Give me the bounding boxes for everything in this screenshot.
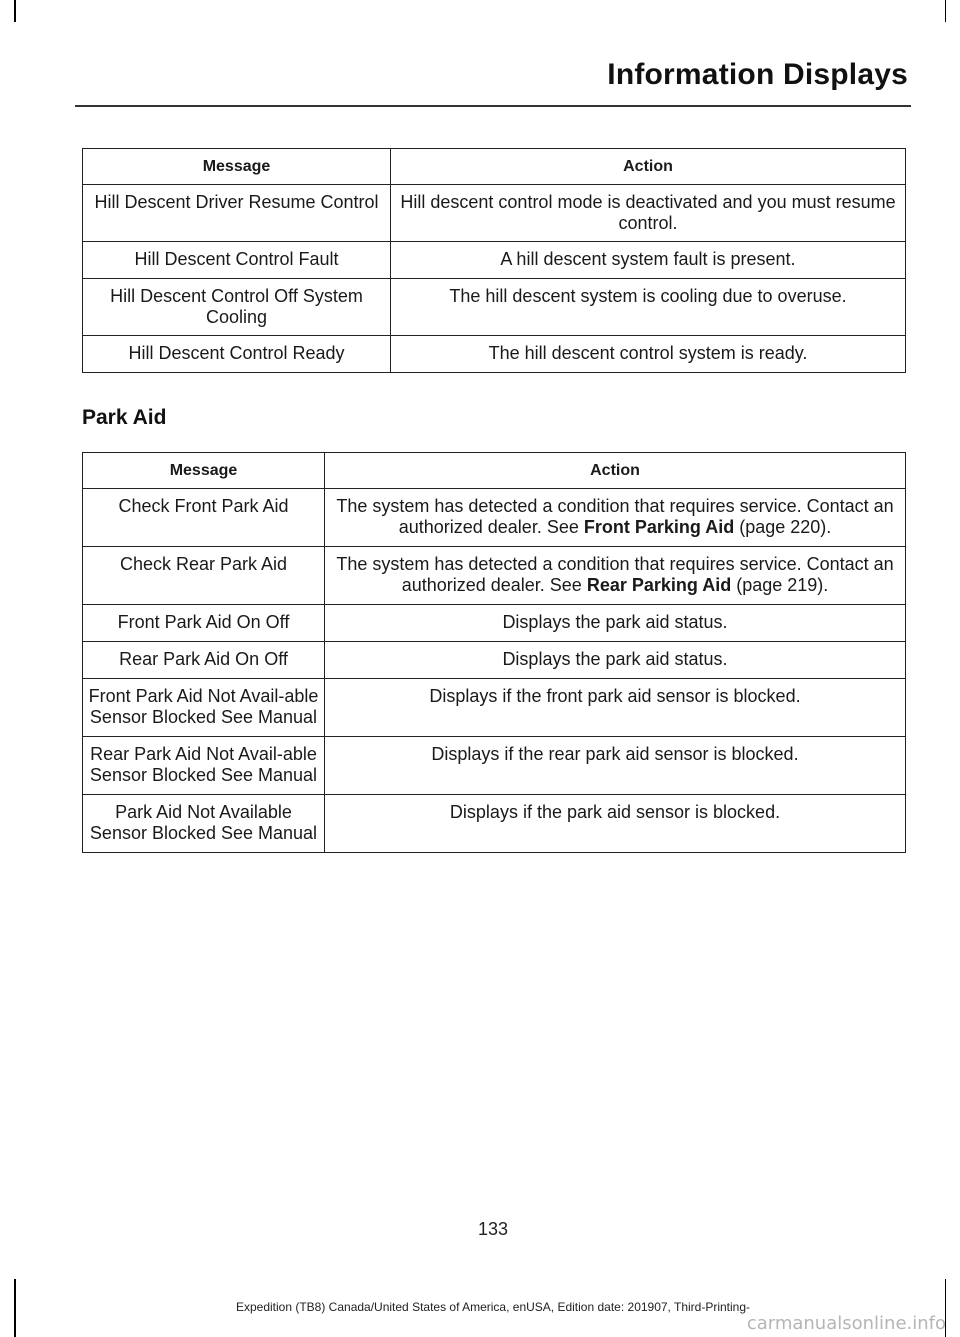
- table-row: [83, 605, 906, 642]
- rear-parking-aid-link[interactable]: Rear Parking Aid: [586, 575, 732, 595]
- column-header-message: Message: [83, 453, 325, 489]
- page-reference: (page 219).: [731, 575, 829, 595]
- table-row: [83, 737, 906, 795]
- message-cell: Check Front Park Aid: [83, 489, 325, 547]
- crop-mark-top-right: [945, 0, 947, 22]
- action-cell: Hill descent control mode is deactivated and you must resume control.: [391, 185, 906, 242]
- action-cell: Displays if the rear park aid sensor is blocked.: [325, 737, 906, 795]
- action-cell: [325, 547, 906, 605]
- action-text: The system has detected a condition that requires service. Contact an authorized dealer. See: [336, 496, 894, 537]
- message-cell: Front Park Aid Not Avail-able Sensor Blocked See Manual: [83, 679, 325, 737]
- park-aid-message-table: [82, 452, 906, 853]
- action-text: The system has detected a condition that requires service. Contact an authorized dealer. See: [336, 554, 894, 595]
- column-header-action: Action: [325, 453, 906, 489]
- table-row: [83, 679, 906, 737]
- table-header-row: [83, 453, 906, 489]
- page-title: Information Displays: [607, 58, 908, 91]
- front-parking-aid-link[interactable]: Front Parking Aid: [583, 517, 735, 537]
- page-reference: (page 220).: [734, 517, 832, 537]
- action-cell: The hill descent control system is ready.: [391, 336, 906, 373]
- crop-mark-top-left: [14, 0, 16, 22]
- message-cell: Hill Descent Driver Resume Control: [83, 185, 391, 242]
- section-heading-park-aid: Park Aid: [82, 406, 167, 429]
- edition-footer: Expedition (TB8) Canada/United States of America, enUSA, Edition date: 201907, Third-Printing-: [235, 1300, 751, 1314]
- table-row: [83, 336, 906, 373]
- table-row: [83, 547, 906, 605]
- page-number: 133: [477, 1219, 509, 1239]
- message-cell: Rear Park Aid Not Avail-able Sensor Blocked See Manual: [83, 737, 325, 795]
- table-row: [83, 185, 906, 242]
- table-row: [83, 242, 906, 279]
- action-cell: Displays if the park aid sensor is blocked.: [325, 795, 906, 853]
- action-cell: The hill descent system is cooling due to overuse.: [391, 279, 906, 336]
- message-cell: Check Rear Park Aid: [83, 547, 325, 605]
- message-cell: Hill Descent Control Ready: [83, 336, 391, 373]
- table-header-row: [83, 149, 906, 185]
- action-cell: A hill descent system fault is present.: [391, 242, 906, 279]
- message-cell: Front Park Aid On Off: [83, 605, 325, 642]
- message-cell: Park Aid Not Available Sensor Blocked See Manual: [83, 795, 325, 853]
- table-row: [83, 795, 906, 853]
- column-header-action: Action: [391, 149, 906, 185]
- column-header-message: Message: [83, 149, 391, 185]
- message-cell: Hill Descent Control Off System Cooling: [83, 279, 391, 336]
- table-row: [83, 279, 906, 336]
- table-row: [83, 642, 906, 679]
- action-cell: Displays the park aid status.: [325, 605, 906, 642]
- action-cell: [325, 489, 906, 547]
- title-divider: [75, 105, 911, 107]
- message-cell: Hill Descent Control Fault: [83, 242, 391, 279]
- message-cell: Rear Park Aid On Off: [83, 642, 325, 679]
- table-row: [83, 489, 906, 547]
- hill-descent-message-table: [82, 148, 906, 373]
- action-cell: Displays if the front park aid sensor is blocked.: [325, 679, 906, 737]
- watermark: carmanualsonline.info: [746, 1313, 946, 1334]
- action-cell: Displays the park aid status.: [325, 642, 906, 679]
